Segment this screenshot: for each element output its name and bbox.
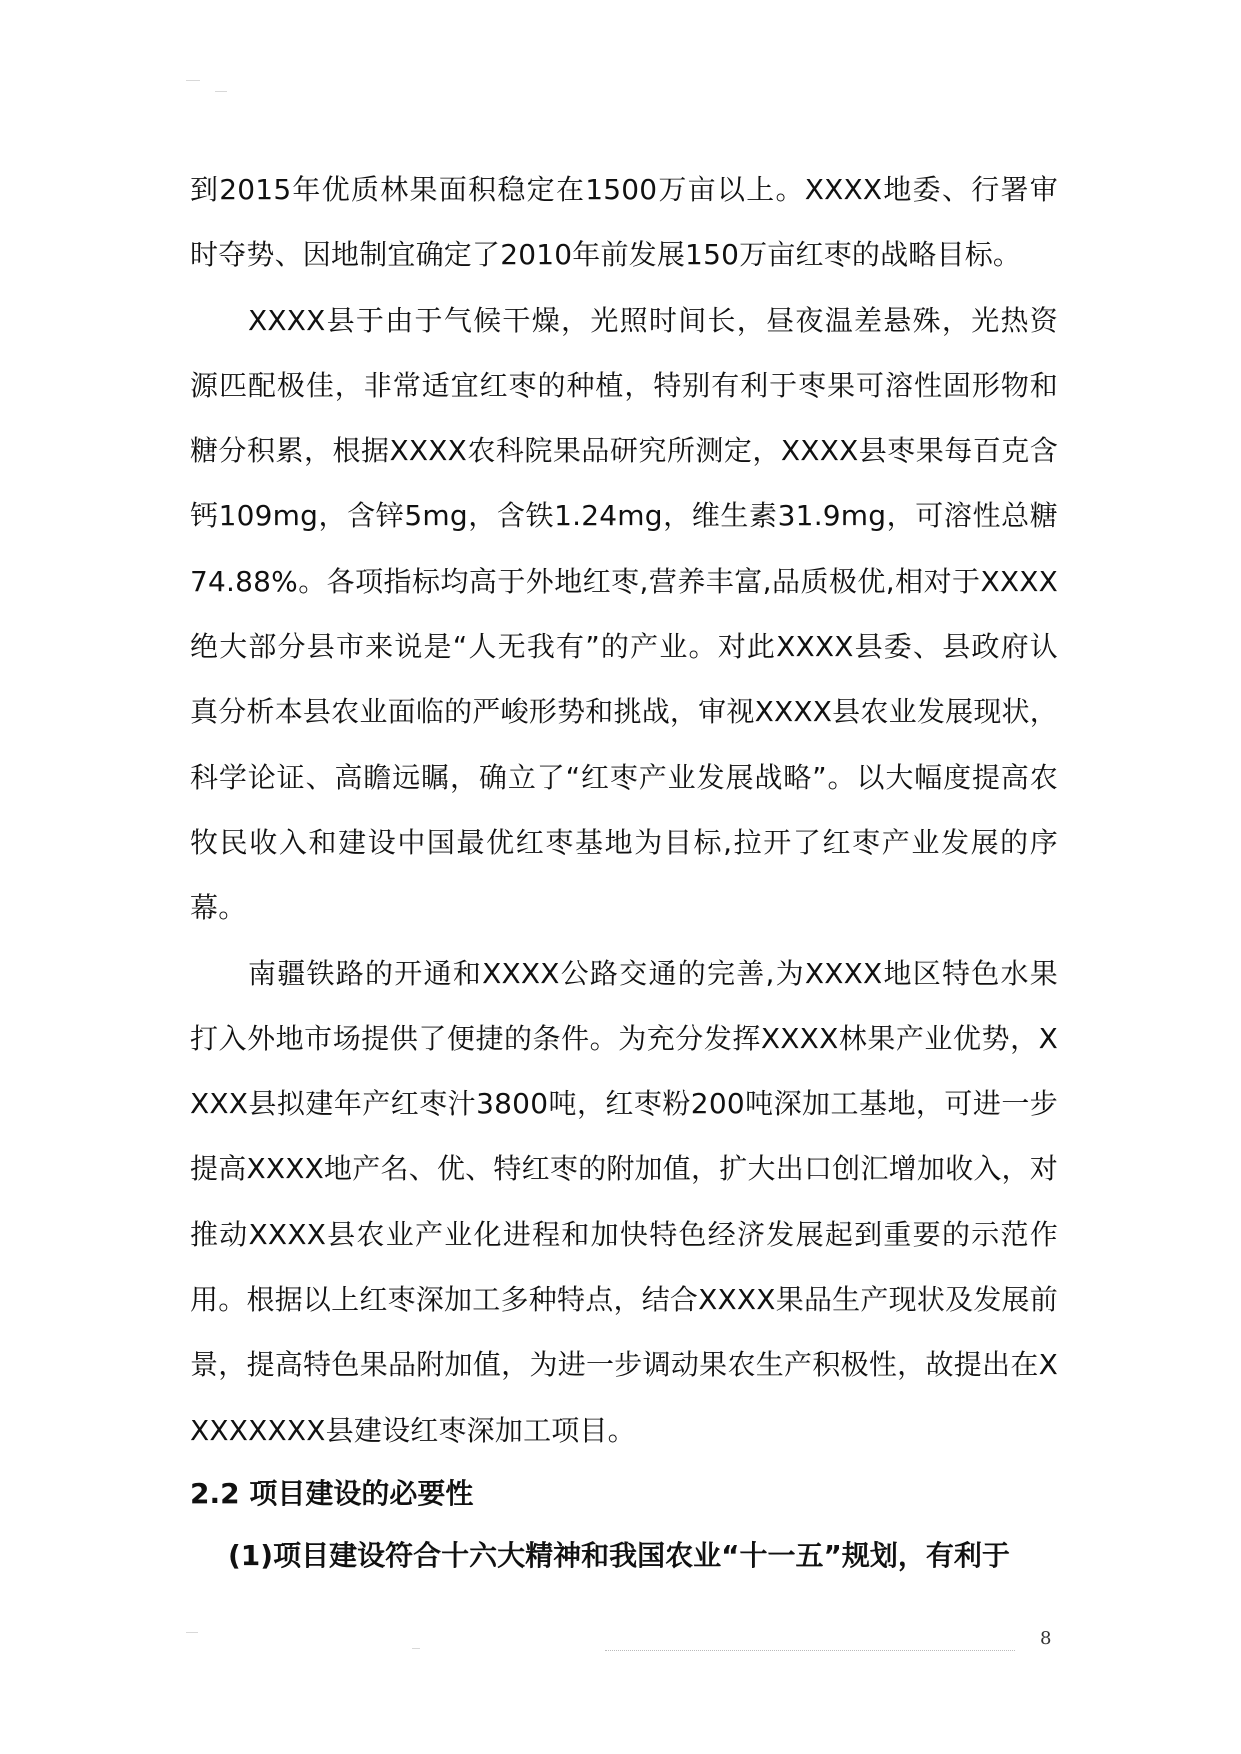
paragraph-transport: 南疆铁路的开通和XXXX公路交通的完善,为XXXX地区特色水果打入外地市场提供了便捷的条件。为充分发挥XXXX林果产业优势，XXXX县拟建年产红枣汁3800吨，红枣粉200吨深加工基地，可进一步提高XXXX地产名、优、特红枣的附加值，扩大出口创汇增加收入，对推动XXXX县农业产业化进程和加快特色经济发展起到重要的示范作用。根据以上红枣深加工多种特点，结合XXXX果品生产现状及发展前景，提高特色果品附加值，为进一步调动果农生产积极性，故提出在XXXXXXXX县建设红枣深加工项目。: [190, 956, 1058, 1447]
body-text: [190, 157, 1058, 1587]
section-heading: 2.2 项目建设的必要性: [190, 1476, 474, 1510]
scan-speck: [186, 80, 200, 81]
sub-heading: (1)项目建设符合十六大精神和我国农业“十一五”规划，有利于: [228, 1538, 1010, 1572]
page-number: 8: [1040, 1628, 1052, 1649]
scan-speck: [412, 1648, 420, 1649]
paragraph-continuation: 到2015年优质林果面积稳定在1500万亩以上。XXXX地委、行署审时夺势、因地制宜确定了2010年前发展150万亩红枣的战略目标。: [190, 173, 1058, 272]
paragraph-climate: XXXX县于由于气候干燥，光照时间长，昼夜温差悬殊，光热资源匹配极佳，非常适宜红枣的种植，特别有利于枣果可溶性固形物和糖分积累，根据XXXX农科院果品研究所测定，XXXX县枣果每百克含钙109mg，含锌5mg，含铁1.24mg，维生素31.9mg，可溶性总糖74.88%。各项指标均高于外地红枣,营养丰富,品质极优,相对于XXXX绝大部分县市来说是“人无我有”的产业。对此XXXX县委、县政府认真分析本县农业面临的严峻形势和挑战，审视XXXX县农业发展现状，科学论证、高瞻远瞩，确立了“红枣产业发展战略”。以大幅度提高农牧民收入和建设中国最优红枣基地为目标,拉开了红枣产业发展的序幕。: [190, 303, 1058, 925]
scan-speck: [186, 1632, 198, 1633]
footer-rule: [605, 1650, 1015, 1651]
scan-speck: [215, 91, 227, 92]
